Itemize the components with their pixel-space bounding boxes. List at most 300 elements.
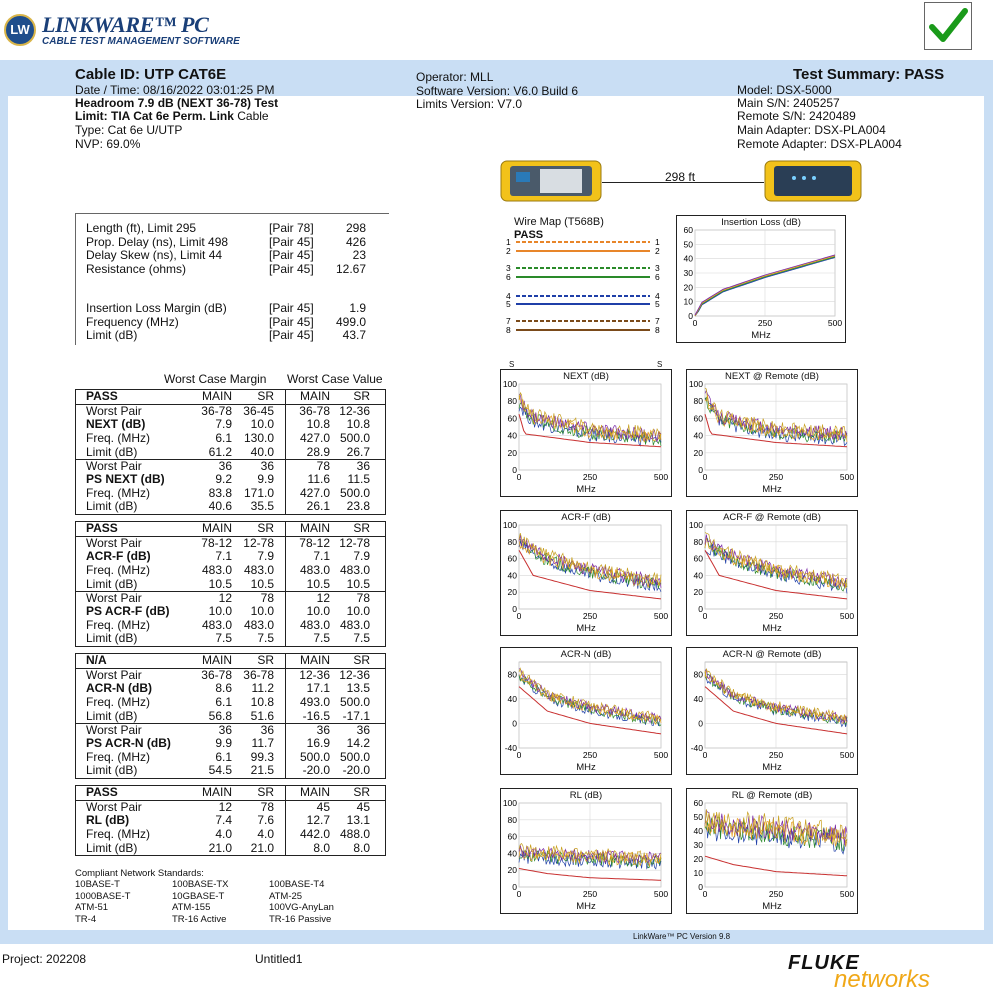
table-col-header: MAIN	[202, 389, 232, 403]
pin-label: 4	[655, 291, 660, 301]
logo-name: LINKWARE™ PC	[42, 12, 209, 37]
summary-row	[86, 221, 376, 235]
x-tick-label: 0	[702, 472, 708, 482]
y-tick-label: 40	[693, 693, 703, 704]
row-value: 56.8	[208, 708, 232, 723]
y-tick-label: 80	[507, 669, 517, 680]
table-row	[76, 669, 385, 683]
row-value: 10.0	[250, 603, 274, 618]
row-label: Limit (dB)	[86, 631, 138, 646]
table-status: PASS	[86, 389, 118, 403]
row-value: -20.0	[342, 763, 370, 778]
row-label: Limit (dB)	[86, 840, 138, 855]
row-value: 21.5	[250, 763, 274, 778]
x-tick-label: 0	[702, 611, 708, 621]
row-label: Worst Pair	[86, 799, 142, 814]
x-tick-label: 0	[702, 750, 708, 760]
y-tick-label: 0	[512, 718, 517, 729]
row-value: 493.0	[299, 694, 330, 709]
summary-row	[86, 315, 376, 329]
summary-pair: [Pair 45]	[269, 248, 314, 262]
x-tick-label: 0	[516, 750, 522, 760]
y-tick-label: -40	[504, 743, 517, 753]
summary-label: Length (ft), Limit 295	[86, 221, 197, 235]
row-value: 78	[260, 799, 274, 814]
summary-row	[86, 328, 376, 342]
chart	[500, 510, 672, 636]
row-value: 21.0	[250, 840, 274, 855]
summary-value: 499.0	[335, 315, 366, 329]
table-row	[76, 564, 385, 578]
chart-plot	[501, 648, 673, 776]
x-tick-label: 500	[839, 611, 855, 621]
row-value: 36-78	[299, 403, 330, 418]
standard-item: 100VG-AnyLan	[269, 902, 334, 913]
row-value: 500.0	[339, 485, 370, 500]
chart	[500, 647, 672, 775]
row-value: 10.5	[208, 576, 232, 591]
x-tick-label: 250	[582, 611, 598, 621]
main-tester-icon	[500, 160, 602, 202]
row-label: ACR-F (dB)	[86, 549, 151, 564]
pin-label: 6	[655, 272, 660, 282]
row-value: 6.1	[215, 749, 232, 764]
summary-label: Delay Skew (ns), Limit 44	[86, 248, 223, 262]
untitled-label: Untitled1	[255, 952, 303, 966]
table-row	[76, 500, 385, 514]
row-label: NEXT (dB)	[86, 417, 146, 432]
row-value: 12.7	[306, 813, 330, 828]
y-tick-label: 20	[693, 854, 703, 864]
x-tick-label: 500	[653, 889, 669, 899]
row-value: 500.0	[299, 749, 330, 764]
summary-row	[86, 262, 376, 276]
row-value: 6.1	[215, 430, 232, 445]
row-value: 35.5	[250, 499, 274, 514]
row-value: 9.9	[257, 471, 274, 486]
nvp: NVP: 69.0%	[75, 137, 141, 151]
chart-title: RL (dB)	[569, 790, 603, 801]
x-tick-label: 250	[582, 472, 598, 482]
x-tick-label: 250	[768, 611, 784, 621]
chart-title: NEXT (dB)	[563, 371, 609, 382]
pin-label: 1	[655, 237, 660, 247]
x-tick-label: 500	[653, 611, 669, 621]
y-tick-label: 80	[693, 396, 703, 407]
y-tick-label: 20	[507, 865, 517, 876]
chart-plot	[687, 789, 859, 915]
chart-plot	[501, 370, 673, 498]
row-value: 21.0	[208, 840, 232, 855]
y-tick-label: 60	[693, 798, 703, 808]
row-value: 26.7	[346, 444, 370, 459]
x-tick-label: 250	[582, 889, 598, 899]
row-value: 78-12	[299, 535, 330, 550]
y-tick-label: 80	[507, 814, 517, 825]
x-tick-label: 0	[702, 889, 708, 899]
row-value: 12	[218, 591, 232, 606]
operator: Operator: MLL	[416, 70, 494, 84]
row-value: 8.0	[353, 840, 370, 855]
row-label: PS ACR-N (dB)	[86, 735, 171, 750]
table-row	[76, 432, 385, 446]
standard-item: 100BASE-TX	[172, 879, 229, 890]
row-value: 130.0	[243, 430, 274, 445]
summary-value: 43.7	[342, 328, 366, 342]
pin-label: 7	[506, 316, 511, 326]
table-col-header: SR	[257, 653, 274, 667]
chart-title: RL @ Remote (dB)	[731, 790, 813, 801]
chart-xlabel: MHz	[576, 762, 596, 773]
table-col-header: MAIN	[300, 389, 330, 403]
chart	[686, 369, 858, 497]
row-value: 36	[260, 723, 274, 738]
cable-type: Type: Cat 6e U/UTP	[75, 123, 183, 137]
linkware-logo-icon: LW	[4, 14, 36, 46]
chart-title: NEXT @ Remote (dB)	[725, 371, 819, 382]
table-row	[76, 682, 385, 696]
chart	[686, 510, 858, 636]
standard-item: 10BASE-T	[75, 879, 120, 890]
table-row	[76, 405, 385, 419]
row-label: Freq. (MHz)	[86, 430, 150, 445]
row-value: 7.6	[257, 813, 274, 828]
y-tick-label: 100	[688, 379, 703, 389]
chart-plot	[677, 216, 847, 344]
row-value: 9.9	[215, 735, 232, 750]
table-row	[76, 578, 385, 592]
pin-label: 8	[655, 325, 660, 335]
row-value: 11.6	[307, 471, 330, 486]
summary-label: Insertion Loss Margin (dB)	[86, 301, 227, 315]
wiremap-diagram	[504, 236, 664, 346]
row-value: 483.0	[201, 562, 232, 577]
y-tick-label: 40	[507, 848, 517, 859]
x-tick-label: 500	[839, 472, 855, 482]
table-row	[76, 842, 385, 856]
y-tick-label: 60	[507, 831, 517, 842]
row-label: Limit (dB)	[86, 708, 138, 723]
table-col-header: SR	[257, 785, 274, 799]
row-value: 483.0	[201, 617, 232, 632]
standard-item: ATM-25	[269, 890, 303, 902]
pin-label: 8	[506, 325, 511, 335]
remote-tester-icon	[764, 160, 862, 202]
pin-label: 2	[506, 246, 511, 256]
x-tick-label: 0	[516, 611, 522, 621]
row-value: 7.9	[215, 417, 232, 432]
row-value: 7.9	[353, 549, 370, 564]
row-value: 10.5	[306, 576, 330, 591]
x-tick-label: 0	[692, 318, 698, 328]
standard-item: 1000BASE-T	[75, 890, 131, 902]
chart-xlabel: MHz	[576, 484, 596, 495]
row-value: 78	[316, 459, 330, 474]
row-value: 78-12	[201, 535, 232, 550]
wiremap-shield-right: S	[657, 360, 663, 369]
row-value: 11.7	[251, 735, 274, 750]
chart-xlabel: MHz	[762, 901, 782, 912]
row-value: 11.5	[347, 471, 370, 486]
row-label: Freq. (MHz)	[86, 694, 150, 709]
summary-pair: [Pair 45]	[269, 315, 314, 329]
y-tick-label: 100	[688, 520, 703, 530]
table-col-header: MAIN	[202, 653, 232, 667]
table-status: PASS	[86, 785, 118, 799]
row-value: 171.0	[243, 485, 274, 500]
row-value: 36-78	[201, 403, 232, 418]
row-value: 83.8	[208, 485, 232, 500]
table-row	[76, 446, 385, 460]
summary-value: 1.9	[349, 301, 366, 315]
row-value: 45	[316, 799, 330, 814]
row-label: Limit (dB)	[86, 763, 138, 778]
table-col-header: SR	[257, 521, 274, 535]
row-value: 36-78	[201, 667, 232, 682]
x-tick-label: 0	[516, 889, 522, 899]
row-value: 36	[356, 723, 370, 738]
table-row	[76, 537, 385, 551]
y-tick-label: 100	[502, 798, 517, 808]
row-value: 13.1	[346, 813, 370, 828]
row-label: Worst Pair	[86, 459, 142, 474]
row-value: 12-36	[299, 667, 330, 682]
row-value: 54.5	[208, 763, 232, 778]
pin-label: 3	[655, 263, 660, 273]
chart-xlabel: MHz	[762, 762, 782, 773]
table-row	[76, 723, 385, 737]
pin-label: 5	[655, 299, 660, 309]
chart	[500, 369, 672, 497]
standards-title: Compliant Network Standards:	[75, 868, 204, 879]
table-col-header: MAIN	[202, 521, 232, 535]
row-value: 427.0	[299, 485, 330, 500]
row-value: 78	[260, 591, 274, 606]
y-tick-label: 40	[693, 570, 703, 581]
chart-xlabel: MHz	[576, 901, 596, 912]
x-tick-label: 500	[839, 750, 855, 760]
row-label: RL (dB)	[86, 813, 130, 828]
y-tick-label: 0	[688, 311, 693, 321]
table-col-header: MAIN	[300, 521, 330, 535]
y-tick-label: 0	[698, 718, 703, 729]
table-col-header: MAIN	[202, 785, 232, 799]
table-row	[76, 591, 385, 605]
row-value: 488.0	[339, 826, 370, 841]
y-tick-label: 10	[683, 296, 693, 307]
chart-title: ACR-F (dB)	[561, 512, 611, 523]
chart-plot	[687, 370, 859, 498]
chart-title: ACR-N (dB)	[560, 649, 612, 660]
table-row	[76, 751, 385, 765]
row-value: 51.6	[250, 708, 274, 723]
row-value: 40.0	[250, 444, 274, 459]
row-label: Freq. (MHz)	[86, 826, 150, 841]
chart	[500, 788, 672, 914]
row-value: 10.8	[250, 694, 274, 709]
row-value: 483.0	[299, 617, 330, 632]
y-tick-label: 80	[693, 669, 703, 680]
row-value: 442.0	[299, 826, 330, 841]
row-value: 10.8	[306, 417, 330, 432]
row-value: 483.0	[339, 562, 370, 577]
chart-xlabel: MHz	[576, 623, 596, 634]
row-value: 483.0	[243, 562, 274, 577]
row-value: 28.9	[306, 444, 330, 459]
x-tick-label: 250	[768, 889, 784, 899]
row-value: 36	[356, 459, 370, 474]
summary-pair: [Pair 45]	[269, 328, 314, 342]
row-value: -20.0	[302, 763, 330, 778]
row-label: Freq. (MHz)	[86, 562, 150, 577]
table-row	[76, 605, 385, 619]
wiremap-status: PASS	[514, 229, 544, 241]
row-value: 7.1	[313, 549, 330, 564]
y-tick-label: 0	[512, 882, 517, 892]
summary-value: 298	[345, 221, 366, 235]
row-value: 99.3	[250, 749, 274, 764]
row-value: 7.1	[215, 549, 232, 564]
row-value: 10.0	[250, 417, 274, 432]
chart-title: Insertion Loss (dB)	[721, 217, 801, 228]
y-tick-label: 40	[507, 693, 517, 704]
table-status: N/A	[86, 653, 107, 667]
y-tick-label: 30	[683, 268, 693, 278]
pass-check-icon	[924, 2, 972, 50]
y-tick-label: 60	[507, 553, 517, 564]
row-value: 483.0	[243, 617, 274, 632]
remote-sn: Remote S/N: 2420489	[737, 109, 856, 123]
headroom: Headroom 7.9 dB (NEXT 36-78) Test	[75, 96, 279, 110]
worst-case-value-label: Worst Case Value	[287, 372, 383, 386]
summary-value: 12.67	[335, 262, 366, 276]
row-value: 427.0	[299, 430, 330, 445]
table-row	[76, 764, 385, 778]
row-value: 10.5	[346, 576, 370, 591]
table-row	[76, 801, 385, 815]
pin-label: 6	[506, 272, 511, 282]
summary-row	[86, 248, 376, 262]
date-time: Date / Time: 08/16/2022 03:01:25 PM	[75, 83, 275, 97]
chart	[676, 215, 846, 343]
summary-label: Resistance (ohms)	[86, 262, 187, 276]
table-col-header: SR	[353, 785, 370, 799]
table-header-row	[76, 654, 385, 669]
row-value: 36	[260, 459, 274, 474]
project-label: Project: 202208	[2, 952, 87, 966]
y-tick-label: 0	[512, 465, 517, 475]
x-tick-label: 250	[768, 472, 784, 482]
row-value: 78	[356, 591, 370, 606]
row-value: 11.2	[251, 681, 274, 696]
results-table	[75, 521, 386, 647]
chart-plot	[687, 511, 859, 637]
y-tick-label: 10	[693, 868, 703, 878]
y-tick-label: 40	[693, 826, 703, 836]
row-label: Limit (dB)	[86, 499, 138, 514]
row-value: 61.2	[208, 444, 232, 459]
row-label: Worst Pair	[86, 723, 142, 738]
row-value: 17.1	[306, 681, 330, 696]
pin-label: 2	[655, 246, 660, 256]
row-value: 7.5	[215, 631, 232, 646]
table-col-header: SR	[353, 521, 370, 535]
standard-item: 10GBASE-T	[172, 890, 225, 902]
chart	[686, 647, 858, 775]
x-tick-label: 500	[827, 318, 843, 328]
table-row	[76, 619, 385, 633]
chart-xlabel: MHz	[751, 330, 771, 341]
row-value: 12	[218, 799, 232, 814]
y-tick-label: 100	[502, 520, 517, 530]
row-value: 12-36	[339, 667, 370, 682]
results-table	[75, 785, 386, 856]
main-sn: Main S/N: 2405257	[737, 96, 840, 110]
y-tick-label: 0	[698, 604, 703, 614]
row-label: Limit (dB)	[86, 576, 138, 591]
chart-plot	[501, 789, 673, 915]
y-tick-label: 60	[693, 413, 703, 424]
y-tick-label: 30	[693, 840, 703, 850]
table-col-header: SR	[353, 389, 370, 403]
table-row	[76, 487, 385, 501]
summary-value: 23	[352, 248, 366, 262]
model: Model: DSX-5000	[737, 83, 832, 97]
worst-case-margin-label: Worst Case Margin	[164, 372, 267, 386]
row-value: 10.5	[250, 576, 274, 591]
row-value: 7.5	[313, 631, 330, 646]
standard-item: TR-16 Passive	[269, 913, 332, 925]
y-tick-label: 50	[693, 812, 703, 822]
chart-xlabel: MHz	[762, 484, 782, 495]
summary-label: Prop. Delay (ns), Limit 498	[86, 235, 229, 249]
main-adapter: Main Adapter: DSX-PLA004	[737, 123, 886, 137]
wiremap-shield-left: S	[509, 360, 515, 369]
row-value: 7.4	[215, 813, 232, 828]
row-value: 10.0	[208, 603, 232, 618]
table-row	[76, 696, 385, 710]
table-col-header: SR	[257, 389, 274, 403]
summary-value: 426	[345, 235, 366, 249]
limits-version: Limits Version: V7.0	[416, 97, 523, 111]
table-header-row	[76, 390, 385, 405]
y-tick-label: 80	[507, 536, 517, 547]
standard-item: ATM-51	[75, 902, 109, 913]
row-value: 36	[218, 459, 232, 474]
row-label: PS ACR-F (dB)	[86, 603, 170, 618]
y-tick-label: 40	[507, 570, 517, 581]
standard-item: 100BASE-T4	[269, 879, 325, 890]
y-tick-label: 100	[502, 379, 517, 389]
row-label: Freq. (MHz)	[86, 485, 150, 500]
wiremap-title: Wire Map (T568B)	[514, 216, 604, 228]
summary-pair: [Pair 45]	[269, 235, 314, 249]
summary-row	[86, 301, 376, 315]
row-value: 45	[356, 799, 370, 814]
row-value: 10.8	[346, 417, 370, 432]
row-value: 4.0	[257, 826, 274, 841]
linkware-version: LinkWare™ PC Version 9.8	[633, 932, 731, 941]
software-version: Software Version: V6.0 Build 6	[416, 84, 579, 98]
summary-row	[86, 235, 376, 249]
pin-label: 5	[506, 299, 511, 309]
row-value: 7.5	[353, 631, 370, 646]
y-tick-label: 60	[507, 413, 517, 424]
row-value: 36-45	[243, 403, 274, 418]
row-value: 23.8	[346, 499, 370, 514]
table-header-row	[76, 522, 385, 537]
table-row	[76, 737, 385, 751]
